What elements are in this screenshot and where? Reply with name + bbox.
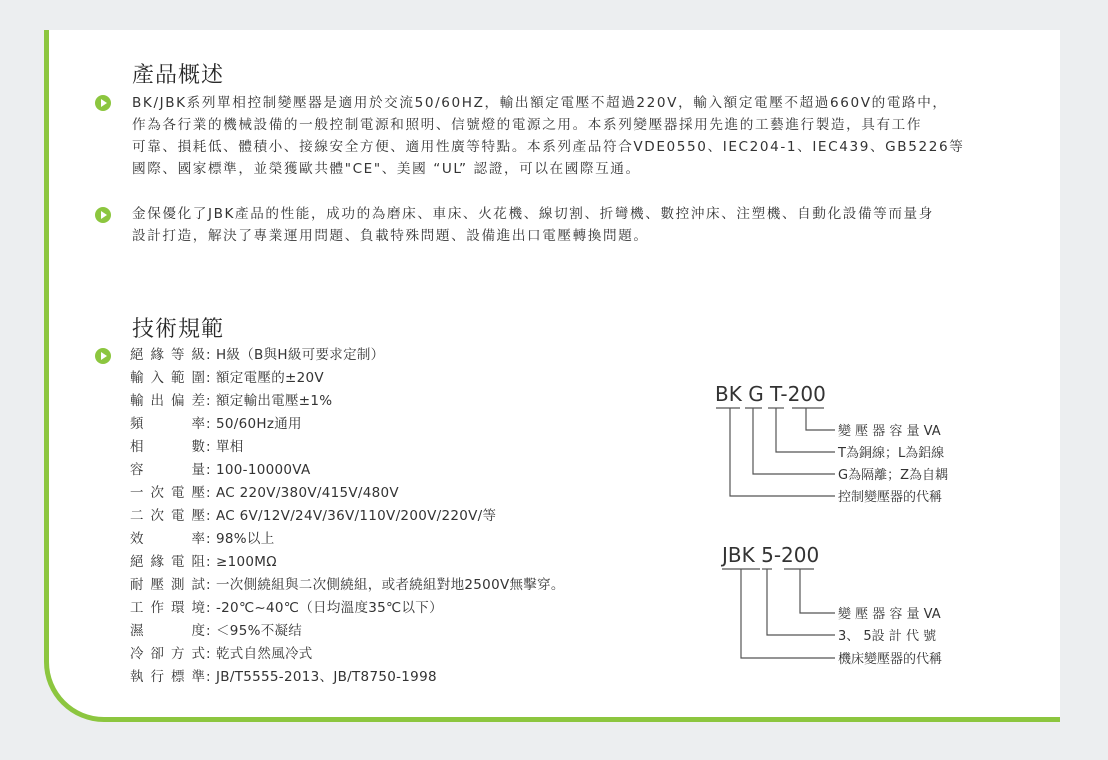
spec-row xyxy=(130,505,565,528)
paragraph-line: 國際、國家標準，並榮獲歐共體"CE"、美國 “UL” 認證，可以在國際互通。 xyxy=(132,161,641,177)
spec-row xyxy=(130,344,565,367)
spec-colon: : xyxy=(206,669,211,685)
spec-row xyxy=(130,413,565,436)
spec-colon: : xyxy=(206,416,211,432)
spec-label: 二次電壓 xyxy=(130,508,206,524)
spec-row xyxy=(130,597,565,620)
spec-value: 100-10000VA xyxy=(216,462,311,478)
spec-row xyxy=(130,620,565,643)
part-label: 變 壓 器 容 量 VA xyxy=(838,424,941,439)
spec-label: 頻率 xyxy=(130,416,206,432)
play-bullet-icon xyxy=(95,348,111,364)
spec-value: ＜95%不凝结 xyxy=(216,623,303,639)
spec-row xyxy=(130,436,565,459)
spec-value: 98%以上 xyxy=(216,531,275,547)
spec-colon: : xyxy=(206,370,211,386)
spec-label: 冷卻方式 xyxy=(130,646,206,662)
spec-label: 執行標準 xyxy=(130,669,206,685)
paragraph-line: 作為各行業的機械設備的一般控制電源和照明、信號燈的電源之用。本系列變壓器採用先進的工藝進行製造，具有工作 xyxy=(132,117,923,133)
model-diagram-bkgt xyxy=(700,378,1000,513)
spec-label: 工作環境 xyxy=(130,600,206,616)
spec-colon: : xyxy=(206,462,211,478)
spec-value: 乾式自然風冷式 xyxy=(216,646,313,662)
spec-colon: : xyxy=(206,646,211,662)
spec-row xyxy=(130,666,565,689)
play-bullet-icon xyxy=(95,207,111,223)
spec-value: ≥100MΩ xyxy=(216,554,277,570)
overview-paragraph-2 xyxy=(132,203,934,247)
spec-label: 耐壓測試 xyxy=(130,577,206,593)
bkgt-diagram-svg xyxy=(700,378,1000,513)
spec-colon: : xyxy=(206,623,211,639)
spec-colon: : xyxy=(206,439,211,455)
paragraph-line: BK/JBK系列單相控制變壓器是適用於交流50/60HZ，輸出額定電壓不超過220V，輸入額定電壓不超過660V的電路中， xyxy=(132,95,948,111)
spec-value: 單相 xyxy=(216,439,244,455)
spec-colon: : xyxy=(206,347,211,363)
spec-label: 濕度 xyxy=(130,623,206,639)
spec-colon: : xyxy=(206,554,211,570)
spec-value: 額定輸出電壓±1% xyxy=(216,393,333,409)
spec-value: AC 220V/380V/415V/480V xyxy=(216,485,399,501)
part-label: 3、 5設 計 代 號 xyxy=(838,629,937,644)
spec-label: 相數 xyxy=(130,439,206,455)
play-bullet-icon xyxy=(95,95,111,111)
paragraph-line: 金保優化了JBK產品的性能，成功的為磨床、車床、火花機、線切割、折彎機、數控沖床、注塑機、自動化設備等而量身 xyxy=(132,206,934,222)
spec-value: AC 6V/12V/24V/36V/110V/200V/220V/等 xyxy=(216,508,497,524)
specs-title: 技術規範 xyxy=(132,317,225,342)
spec-row xyxy=(130,390,565,413)
spec-row xyxy=(130,574,565,597)
paragraph-line: 設計打造，解決了專業運用問題、負載特殊問題、設備進出口電壓轉換問題。 xyxy=(132,228,649,244)
spec-row xyxy=(130,367,565,390)
spec-label: 輸入範圍 xyxy=(130,370,206,386)
overview-title: 產品概述 xyxy=(132,63,225,88)
model-code: JBK 5-200 xyxy=(722,543,820,567)
spec-colon: : xyxy=(206,600,211,616)
spec-label: 容量 xyxy=(130,462,206,478)
spec-row xyxy=(130,551,565,574)
spec-colon: : xyxy=(206,577,211,593)
spec-label: 輸出偏差 xyxy=(130,393,206,409)
model-diagram-jbk xyxy=(700,540,1000,675)
connector-lines xyxy=(722,569,835,658)
spec-colon: : xyxy=(206,531,211,547)
spec-row xyxy=(130,528,565,551)
part-label: 機床變壓器的代稱 xyxy=(838,652,943,667)
model-code: BK G T-200 xyxy=(715,382,826,406)
part-label: 控制變壓器的代稱 xyxy=(838,490,943,505)
spec-row xyxy=(130,459,565,482)
spec-value: 額定電壓的±20V xyxy=(216,370,324,386)
spec-colon: : xyxy=(206,393,211,409)
spec-colon: : xyxy=(206,485,211,501)
spec-value: -20℃~40℃（日均溫度35℃以下） xyxy=(216,600,443,616)
spec-value: H級（B與H級可要求定制） xyxy=(216,347,385,363)
spec-colon: : xyxy=(206,508,211,524)
part-label: T為銅線；L為鋁線 xyxy=(838,446,945,461)
jbk-diagram-svg xyxy=(700,540,1000,675)
spec-value: 一次側繞組與二次側繞組，或者繞組對地2500V無擊穿。 xyxy=(216,577,565,593)
spec-label: 效率 xyxy=(130,531,206,547)
spec-row xyxy=(130,482,565,505)
spec-label: 絕緣等級 xyxy=(130,347,206,363)
part-label: 變 壓 器 容 量 VA xyxy=(838,607,941,622)
spec-list xyxy=(130,344,565,689)
spec-row xyxy=(130,643,565,666)
overview-paragraph-1 xyxy=(132,92,964,180)
spec-value: 50/60Hz通用 xyxy=(216,416,302,432)
spec-label: 絕緣電阻 xyxy=(130,554,206,570)
connector-lines xyxy=(716,408,835,496)
spec-label: 一次電壓 xyxy=(130,485,206,501)
paragraph-line: 可靠、損耗低、體積小、接線安全方便、適用性廣等特點。本系列產品符合VDE0550、IEC204-1、IEC439、GB5226等 xyxy=(132,139,965,155)
spec-value: JB/T5555-2013、JB/T8750-1998 xyxy=(216,669,437,685)
part-label: G為隔離；Z為自耦 xyxy=(838,468,948,483)
